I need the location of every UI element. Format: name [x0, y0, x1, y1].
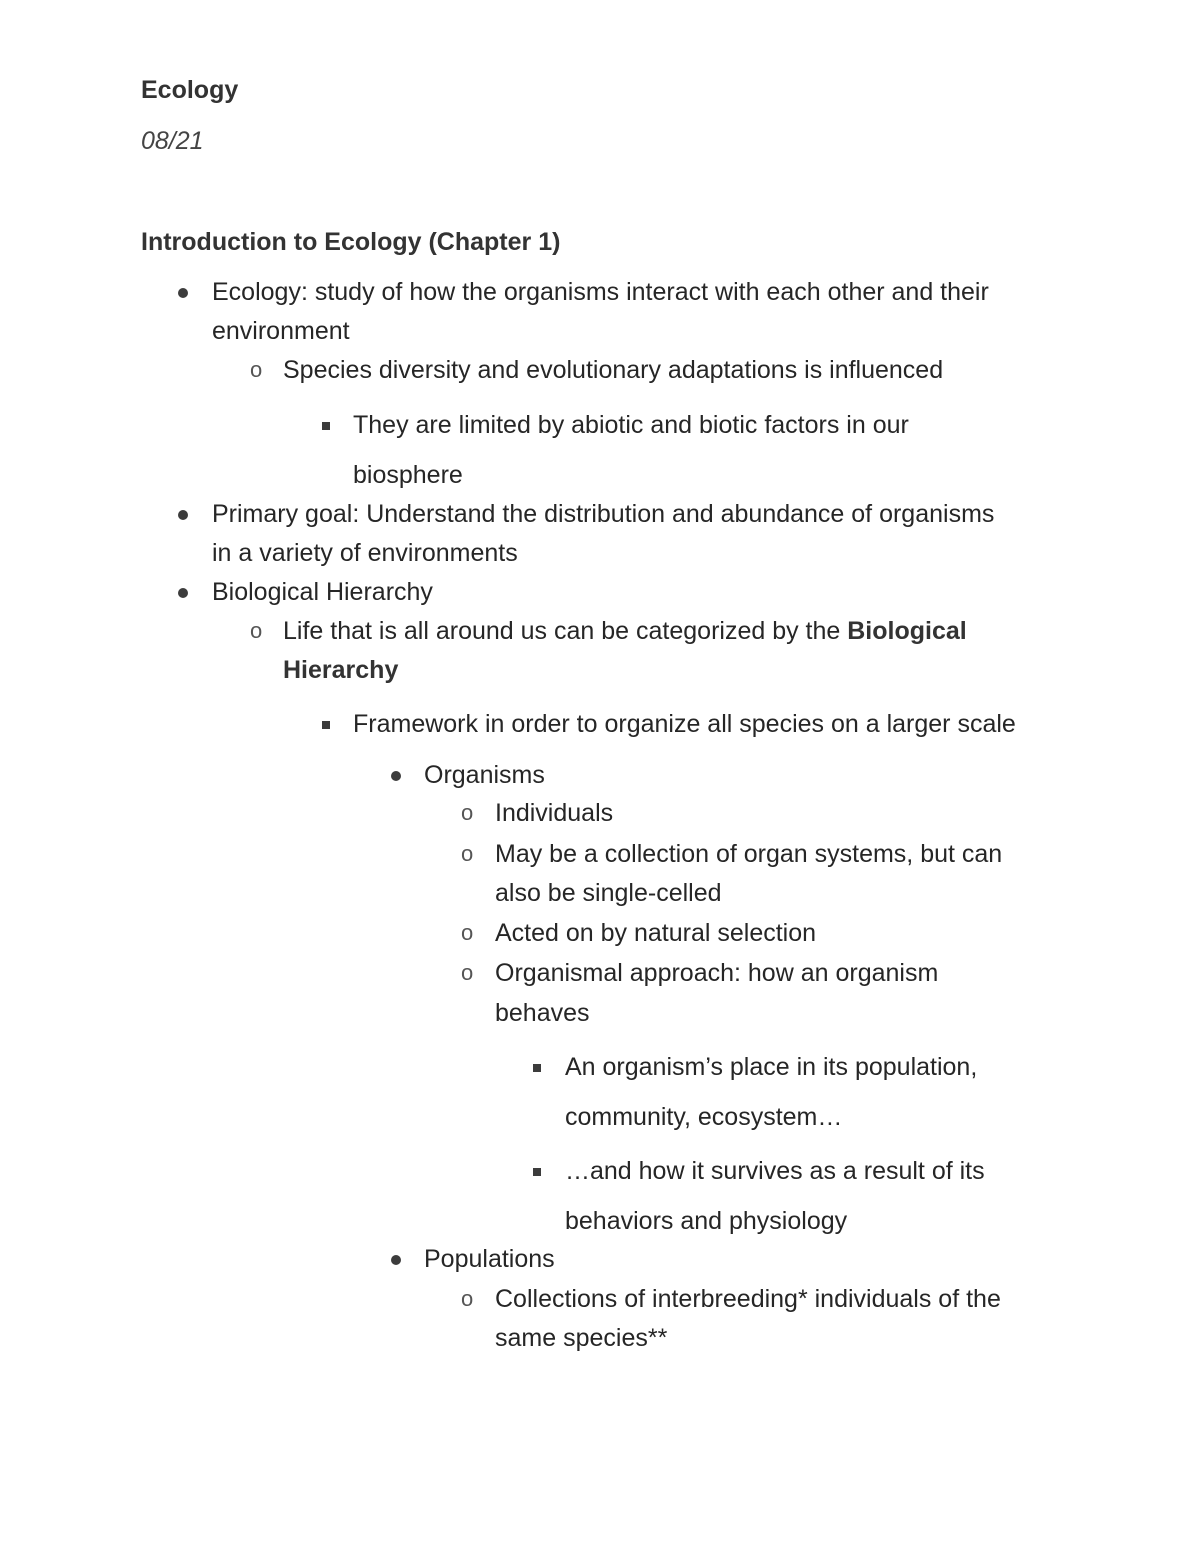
- bullet-circle: o: [461, 800, 474, 825]
- list-item-text: behaviors and physiology: [565, 1207, 848, 1235]
- list-item-text: Species diversity and evolutionary adaptations is influenced: [283, 356, 944, 384]
- bullet-circle: o: [250, 357, 263, 382]
- text-run: Life that is all around us can be categorized by the: [283, 617, 848, 645]
- list-item-text: Individuals: [495, 799, 614, 827]
- list-item-text: They are limited by abiotic and biotic factors in our: [353, 411, 909, 439]
- list-item-text: Collections of interbreeding* individuals of the: [495, 1285, 1001, 1313]
- list-item-text: Biological Hierarchy: [212, 578, 433, 606]
- bullet-square: [533, 1064, 541, 1072]
- bullet-circle: o: [461, 920, 474, 945]
- bullet-dot: [391, 771, 401, 781]
- bullet-dot: [178, 288, 188, 298]
- list-item-text: Ecology: study of how the organisms interact with each other and their: [212, 278, 989, 306]
- list-item-text: also be single-celled: [495, 879, 722, 907]
- list-item-text: same species**: [495, 1324, 668, 1352]
- list-item-text: …and how it survives as a result of its: [565, 1157, 985, 1185]
- list-item-text: Populations: [424, 1245, 555, 1273]
- doc-title: Ecology: [141, 76, 239, 104]
- bullet-square: [322, 422, 330, 430]
- bullet-circle: o: [461, 841, 474, 866]
- bullet-dot: [178, 588, 188, 598]
- list-item-text: Organismal approach: how an organism: [495, 959, 939, 987]
- bullet-dot: [178, 510, 188, 520]
- list-item-text: community, ecosystem…: [565, 1103, 843, 1131]
- list-item-text: Acted on by natural selection: [495, 919, 817, 947]
- list-item-text: An organism’s place in its population,: [565, 1053, 978, 1081]
- bullet-circle: o: [250, 618, 263, 643]
- list-item-text: biosphere: [353, 461, 463, 489]
- list-item-text: [283, 655, 398, 685]
- bold-term: Biological: [847, 617, 967, 645]
- list-item-text: Primary goal: Understand the distribution and abundance of organisms: [212, 500, 995, 528]
- list-item-text: Framework in order to organize all species on a larger scale: [353, 710, 1016, 738]
- list-item-text: in a variety of environments: [212, 539, 518, 567]
- bullet-square: [322, 721, 330, 729]
- bullet-circle: o: [461, 960, 474, 985]
- bullet-square: [533, 1168, 541, 1176]
- list-item-text: environment: [212, 317, 350, 345]
- bold-term: Hierarchy: [283, 656, 399, 684]
- bullet-dot: [391, 1255, 401, 1265]
- list-item-text: Organisms: [424, 761, 545, 789]
- list-item-text: behaves: [495, 999, 590, 1027]
- list-item-text: May be a collection of organ systems, but can: [495, 840, 1003, 868]
- bullet-circle: o: [461, 1286, 474, 1311]
- doc-date: 08/21: [141, 127, 204, 155]
- list-item-text: [283, 616, 967, 646]
- section-heading: Introduction to Ecology (Chapter 1): [141, 228, 561, 256]
